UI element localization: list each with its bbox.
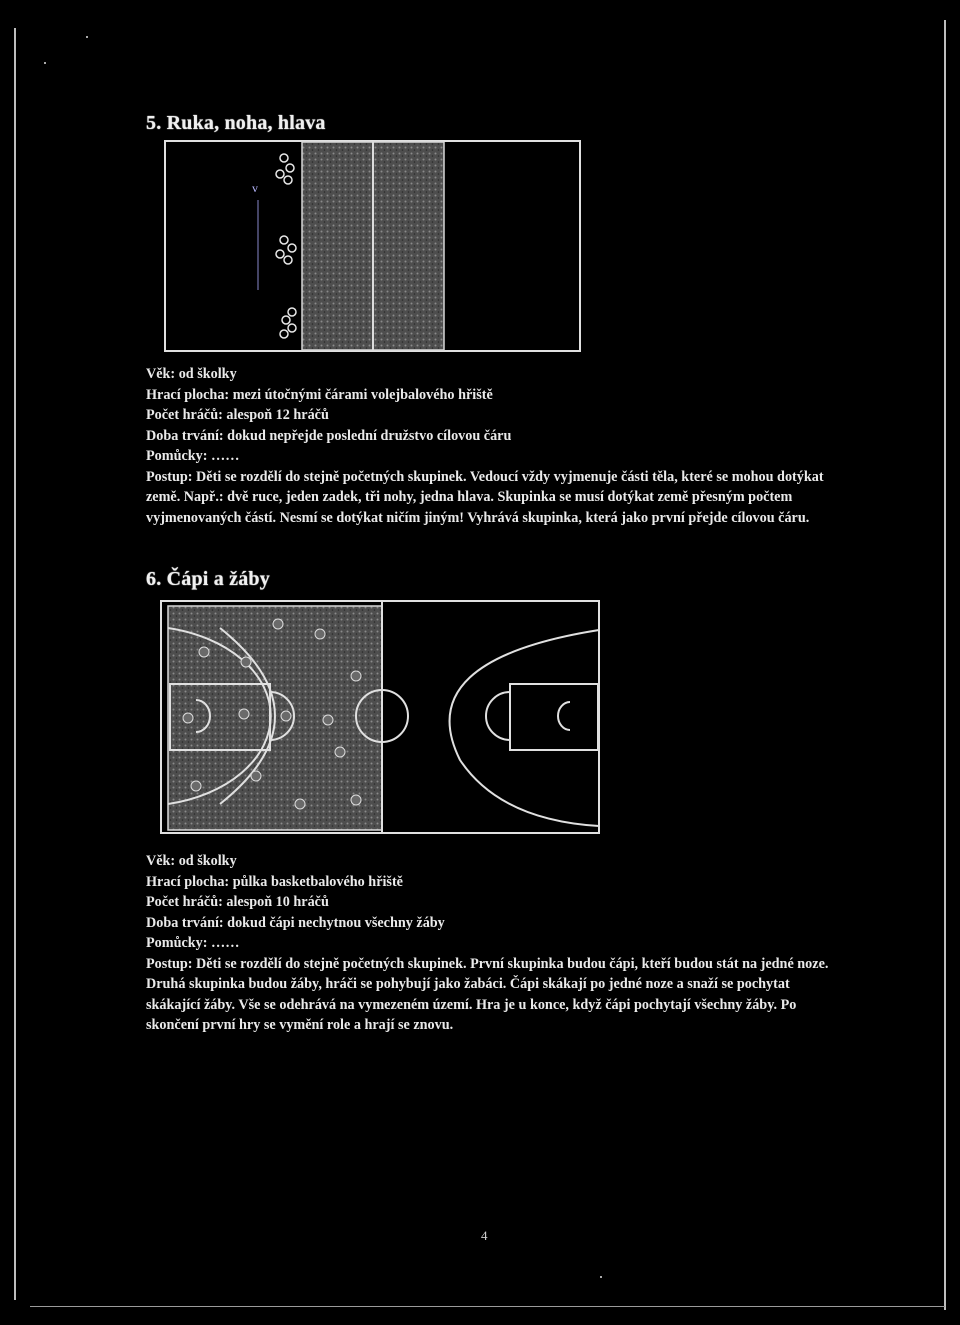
duration-line: Doba trvání: dokud čápi nechytnou všechny žáby [146, 914, 445, 931]
section-title: 5. Ruka, noha, hlava [146, 112, 326, 134]
volleyball-court-diagram [164, 140, 584, 354]
player-groups [276, 154, 296, 338]
page-border-bottom [30, 1306, 945, 1307]
age-line: Věk: od školky [146, 853, 237, 869]
basketball-court-diagram [160, 600, 602, 836]
procedure-text: Postup: Děti se rozdělí do stejně početných skupinek. První skupinka budou čápi, kteří budou stát na jedné noze. Druhá skupinka budou žáby, hráči se pohybují jako žabáci. Čápi skákají po jedné noze a snaží se pochytat skákající žáby. Vše se odehrává na vymezeném území. Hra je u konce, když čápi pochytají všechny žáby. Po skončení první hry se vymění role a hrají se znovu. [146, 955, 829, 1033]
age-line: Věk: od školky [146, 366, 237, 382]
page-border-right [944, 20, 946, 1310]
game-info-6 [146, 851, 829, 1036]
duration-line: Doba trvání: dokud nepřejde poslední družstvo cílovou čáru [146, 427, 512, 444]
section-title: 6. Čápi a žáby [146, 568, 270, 590]
right-free-throw-arc [486, 692, 510, 740]
scan-speck [44, 62, 46, 64]
page-border-left [14, 28, 16, 1300]
scan-speck [600, 1276, 602, 1278]
right-basket-arc [558, 702, 570, 730]
game-info-5 [146, 364, 826, 528]
right-key [510, 684, 598, 750]
playing-area-line: Hrací plocha: mezi útočnými čárami volejbalového hřiště [146, 386, 493, 403]
marker-label: v [252, 181, 258, 195]
playing-area-line: Hrací plocha: půlka basketbalového hřiště [146, 873, 403, 890]
equipment-line: Pomůcky: …… [146, 935, 240, 951]
player-count-line: Počet hráčů: alespoň 10 hráčů [146, 894, 329, 910]
scan-speck [86, 36, 88, 38]
procedure-text: Postup: Děti se rozdělí do stejně početných skupinek. Vedoucí vždy vyjmenuje části těla, které se mohou dotýkat země. Např.: dvě ruce, jeden zadek, tři nohy, jedna hlava. Skupinka se musí dotýkat země přesným počtem vyjmenovaných částí. Nesmí se dotýkat ničím jiným! Vyhrává skupinka, která jako první přejde cílovou čáru. [146, 468, 824, 526]
page-number: 4 [481, 1228, 488, 1243]
equipment-line: Pomůcky: …… [146, 448, 240, 464]
right-three-point-line [450, 630, 599, 826]
player-count-line: Počet hráčů: alespoň 12 hráčů [146, 407, 329, 423]
